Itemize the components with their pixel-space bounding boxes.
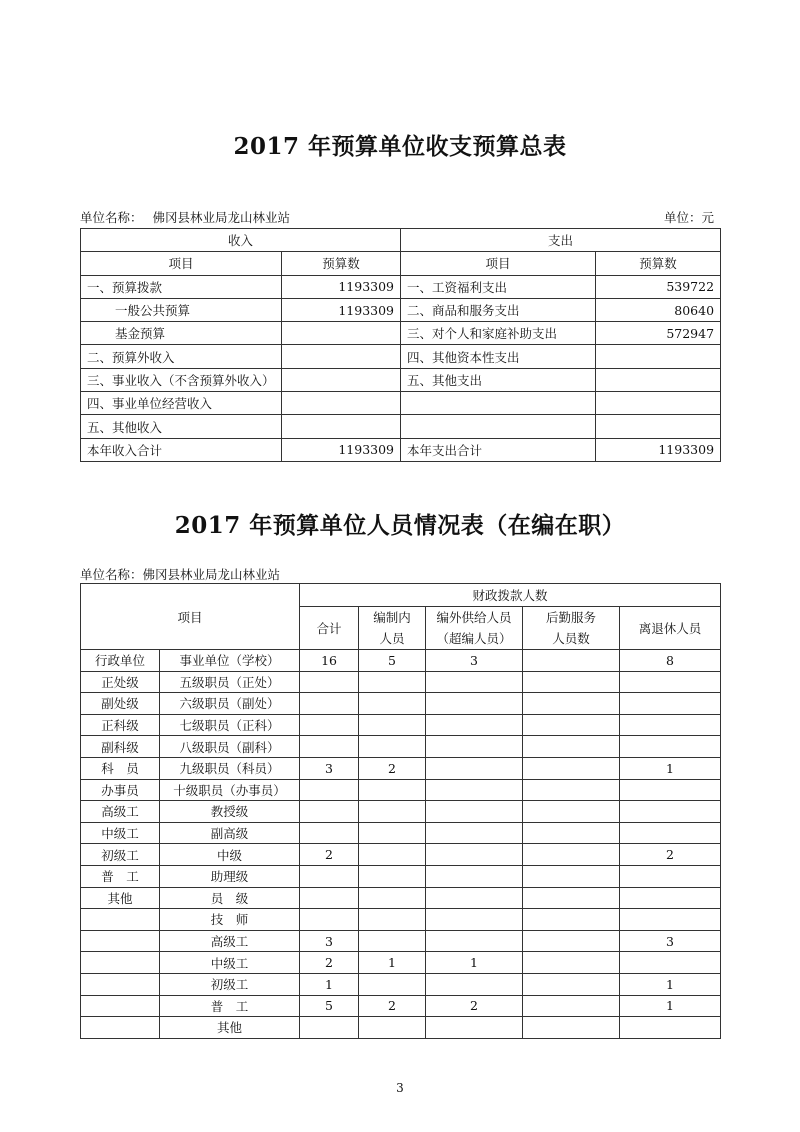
staff-count: 1 xyxy=(359,952,426,974)
income-item: 本年收入合计 xyxy=(81,438,282,461)
total-count xyxy=(300,822,359,844)
total-count xyxy=(300,736,359,758)
retired-count xyxy=(620,952,721,974)
staff-count xyxy=(359,714,426,736)
page-number: 3 xyxy=(396,1081,404,1095)
institution-rank: 教授级 xyxy=(160,801,300,823)
logistics-count xyxy=(523,909,620,931)
expense-value xyxy=(596,415,721,438)
extra-staff-count xyxy=(426,844,523,866)
income-value: 1193309 xyxy=(282,438,401,461)
total-count: 2 xyxy=(300,844,359,866)
staff-row xyxy=(81,952,721,974)
admin-rank: 科 员 xyxy=(81,757,160,779)
total-count: 1 xyxy=(300,973,359,995)
budget-row xyxy=(81,275,721,298)
expense-value: 1193309 xyxy=(596,438,721,461)
extra-staff-count xyxy=(426,865,523,887)
expense-value: 572947 xyxy=(596,322,721,345)
income-item: 三、事业收入（不含预算外收入） xyxy=(81,368,282,391)
staff-count: 2 xyxy=(359,995,426,1017)
extra-staff-count xyxy=(426,909,523,931)
logistics-count xyxy=(523,801,620,823)
income-value xyxy=(282,345,401,368)
expense-budget-header: 预算数 xyxy=(596,252,721,275)
staff-row xyxy=(81,844,721,866)
staff-row xyxy=(81,650,721,672)
institution-rank: 技 师 xyxy=(160,909,300,931)
income-value: 1193309 xyxy=(282,298,401,321)
admin-rank xyxy=(81,930,160,952)
institution-rank: 中级工 xyxy=(160,952,300,974)
staff-row xyxy=(81,887,721,909)
extra-staff-count xyxy=(426,714,523,736)
total-count xyxy=(300,671,359,693)
admin-rank: 初级工 xyxy=(81,844,160,866)
logistics-count xyxy=(523,779,620,801)
total-count: 3 xyxy=(300,930,359,952)
expense-value xyxy=(596,345,721,368)
expense-value: 80640 xyxy=(596,298,721,321)
admin-rank xyxy=(81,952,160,974)
admin-rank: 副科级 xyxy=(81,736,160,758)
retired-count xyxy=(620,1017,721,1039)
income-value xyxy=(282,322,401,345)
extra-staff-count xyxy=(426,757,523,779)
extra-staff-count xyxy=(426,736,523,758)
logistics-count xyxy=(523,693,620,715)
admin-rank: 正科级 xyxy=(81,714,160,736)
budget-row xyxy=(81,345,721,368)
logistics-count xyxy=(523,865,620,887)
retired-count xyxy=(620,671,721,693)
expense-header: 支出 xyxy=(401,229,721,252)
expense-value xyxy=(596,392,721,415)
income-value xyxy=(282,415,401,438)
expense-item: 二、商品和服务支出 xyxy=(401,298,596,321)
institution-rank: 五级职员（正处） xyxy=(160,671,300,693)
extra-staff-count xyxy=(426,973,523,995)
staff-count: 5 xyxy=(359,650,426,672)
institution-rank: 其他 xyxy=(160,1017,300,1039)
staff-count xyxy=(359,693,426,715)
income-item: 基金预算 xyxy=(81,322,282,345)
admin-rank: 办事员 xyxy=(81,779,160,801)
fiscal-group-header: 财政拨款人数 xyxy=(300,584,721,607)
staff-table-title: 2017 年预算单位人员情况表（在编在职） xyxy=(174,512,626,539)
logistics-count xyxy=(523,757,620,779)
expense-item: 本年支出合计 xyxy=(401,438,596,461)
admin-rank: 高级工 xyxy=(81,801,160,823)
income-budget-header: 预算数 xyxy=(282,252,401,275)
total-count: 5 xyxy=(300,995,359,1017)
institution-rank: 事业单位（学校） xyxy=(160,650,300,672)
staff-count xyxy=(359,844,426,866)
logistics-count xyxy=(523,1017,620,1039)
unit-name-value: 佛冈县林业局龙山林业站 xyxy=(152,210,291,225)
total-count xyxy=(300,909,359,931)
extra-staff-count xyxy=(426,1017,523,1039)
income-header: 收入 xyxy=(81,229,401,252)
retired-count: 1 xyxy=(620,973,721,995)
retired-count xyxy=(620,865,721,887)
income-item-header: 项目 xyxy=(81,252,282,275)
income-item: 一般公共预算 xyxy=(81,298,282,321)
staff-row xyxy=(81,714,721,736)
budget-row xyxy=(81,322,721,345)
logistics-count xyxy=(523,650,620,672)
logistics-count xyxy=(523,714,620,736)
unit-name-label: 单位名称： xyxy=(80,210,143,225)
institution-rank: 副高级 xyxy=(160,822,300,844)
total-count xyxy=(300,779,359,801)
staff-row xyxy=(81,801,721,823)
institution-rank: 高级工 xyxy=(160,930,300,952)
expense-item-header: 项目 xyxy=(401,252,596,275)
logistics-count xyxy=(523,671,620,693)
budget-row xyxy=(81,438,721,461)
logistics-header xyxy=(523,607,620,650)
unit-name-line xyxy=(80,208,290,226)
retired-count: 2 xyxy=(620,844,721,866)
total-count: 16 xyxy=(300,650,359,672)
logistics-count xyxy=(523,736,620,758)
staff-row xyxy=(81,865,721,887)
staff-header-line2: 人员 xyxy=(379,631,405,646)
staff-count xyxy=(359,671,426,693)
budget-summary-title: 2017 年预算单位收支预算总表 xyxy=(233,133,567,160)
logistics-count xyxy=(523,887,620,909)
admin-rank xyxy=(81,973,160,995)
expense-item: 四、其他资本性支出 xyxy=(401,345,596,368)
extra-staff-count xyxy=(426,693,523,715)
retired-count: 1 xyxy=(620,757,721,779)
retired-count xyxy=(620,801,721,823)
logistics-count xyxy=(523,973,620,995)
staff-count xyxy=(359,865,426,887)
total-count xyxy=(300,693,359,715)
admin-rank: 普 工 xyxy=(81,865,160,887)
income-item: 五、其他收入 xyxy=(81,415,282,438)
staff-count: 2 xyxy=(359,757,426,779)
retired-count xyxy=(620,779,721,801)
income-value xyxy=(282,392,401,415)
extra-staff-count xyxy=(426,779,523,801)
admin-rank xyxy=(81,995,160,1017)
staff-count xyxy=(359,1017,426,1039)
admin-rank: 副处级 xyxy=(81,693,160,715)
income-item: 一、预算拨款 xyxy=(81,275,282,298)
staff-table xyxy=(80,583,721,1039)
staff-row xyxy=(81,757,721,779)
institution-rank: 七级职员（正科） xyxy=(160,714,300,736)
staff-count xyxy=(359,930,426,952)
budget-row xyxy=(81,368,721,391)
retired-count: 1 xyxy=(620,995,721,1017)
retired-header: 离退休人员 xyxy=(620,607,721,650)
institution-rank: 员 级 xyxy=(160,887,300,909)
extra-header-line2: （超编人员） xyxy=(436,631,512,646)
income-item: 四、事业单位经营收入 xyxy=(81,392,282,415)
admin-rank: 行政单位 xyxy=(81,650,160,672)
extra-staff-count xyxy=(426,887,523,909)
logistics-count xyxy=(523,822,620,844)
extra-staff-count xyxy=(426,671,523,693)
admin-rank: 其他 xyxy=(81,887,160,909)
extra-staff-count xyxy=(426,801,523,823)
expense-item: 三、对个人和家庭补助支出 xyxy=(401,322,596,345)
admin-rank: 中级工 xyxy=(81,822,160,844)
total-count xyxy=(300,1017,359,1039)
staff-row xyxy=(81,995,721,1017)
income-value xyxy=(282,368,401,391)
expense-item xyxy=(401,415,596,438)
logistics-count xyxy=(523,995,620,1017)
retired-count xyxy=(620,822,721,844)
extra-staff-header xyxy=(426,607,523,650)
institution-rank: 六级职员（副处） xyxy=(160,693,300,715)
logistics-count xyxy=(523,844,620,866)
staff-item-header: 项目 xyxy=(81,584,300,650)
institution-rank: 十级职员（办事员） xyxy=(160,779,300,801)
logistics-header-line2: 人员数 xyxy=(552,631,590,646)
retired-count: 8 xyxy=(620,650,721,672)
total-count: 3 xyxy=(300,757,359,779)
admin-rank xyxy=(81,909,160,931)
extra-staff-count: 2 xyxy=(426,995,523,1017)
institution-rank: 九级职员（科员） xyxy=(160,757,300,779)
expense-item: 五、其他支出 xyxy=(401,368,596,391)
budget-row xyxy=(81,415,721,438)
expense-item: 一、工资福利支出 xyxy=(401,275,596,298)
staff-header-line1: 编制内 xyxy=(373,610,411,625)
income-item: 二、预算外收入 xyxy=(81,345,282,368)
institution-rank: 初级工 xyxy=(160,973,300,995)
staff-row xyxy=(81,930,721,952)
staff-count xyxy=(359,909,426,931)
staff-header xyxy=(359,607,426,650)
staff-count xyxy=(359,736,426,758)
staff-count xyxy=(359,822,426,844)
total-count xyxy=(300,714,359,736)
extra-staff-count xyxy=(426,930,523,952)
staff-row xyxy=(81,779,721,801)
staff-row xyxy=(81,973,721,995)
budget-row xyxy=(81,298,721,321)
income-value: 1193309 xyxy=(282,275,401,298)
extra-staff-count: 1 xyxy=(426,952,523,974)
staff-row xyxy=(81,822,721,844)
logistics-header-line1: 后勤服务 xyxy=(546,610,597,625)
staff-row xyxy=(81,909,721,931)
total-count xyxy=(300,887,359,909)
retired-count: 3 xyxy=(620,930,721,952)
retired-count xyxy=(620,736,721,758)
total-header: 合计 xyxy=(300,607,359,650)
retired-count xyxy=(620,714,721,736)
admin-rank xyxy=(81,1017,160,1039)
unit-name-value: 佛冈县林业局龙山林业站 xyxy=(142,567,281,582)
retired-count xyxy=(620,693,721,715)
staff-row xyxy=(81,1017,721,1039)
staff-count xyxy=(359,801,426,823)
unit-name-label: 单位名称： xyxy=(80,567,143,582)
institution-rank: 中级 xyxy=(160,844,300,866)
budget-summary-table xyxy=(80,228,721,462)
staff-row xyxy=(81,693,721,715)
institution-rank: 八级职员（副科） xyxy=(160,736,300,758)
logistics-count xyxy=(523,930,620,952)
staff-count xyxy=(359,887,426,909)
extra-header-line1: 编外供给人员 xyxy=(436,610,512,625)
expense-item xyxy=(401,392,596,415)
extra-staff-count xyxy=(426,822,523,844)
staff-row xyxy=(81,671,721,693)
total-count: 2 xyxy=(300,952,359,974)
unit-name-line-2 xyxy=(80,565,280,583)
total-count xyxy=(300,865,359,887)
institution-rank: 普 工 xyxy=(160,995,300,1017)
expense-value xyxy=(596,368,721,391)
retired-count xyxy=(620,887,721,909)
institution-rank: 助理级 xyxy=(160,865,300,887)
admin-rank: 正处级 xyxy=(81,671,160,693)
extra-staff-count: 3 xyxy=(426,650,523,672)
currency-label: 单位：元 xyxy=(663,210,714,225)
staff-count xyxy=(359,779,426,801)
logistics-count xyxy=(523,952,620,974)
expense-value: 539722 xyxy=(596,275,721,298)
budget-row xyxy=(81,392,721,415)
staff-row xyxy=(81,736,721,758)
total-count xyxy=(300,801,359,823)
retired-count xyxy=(620,909,721,931)
staff-count xyxy=(359,973,426,995)
